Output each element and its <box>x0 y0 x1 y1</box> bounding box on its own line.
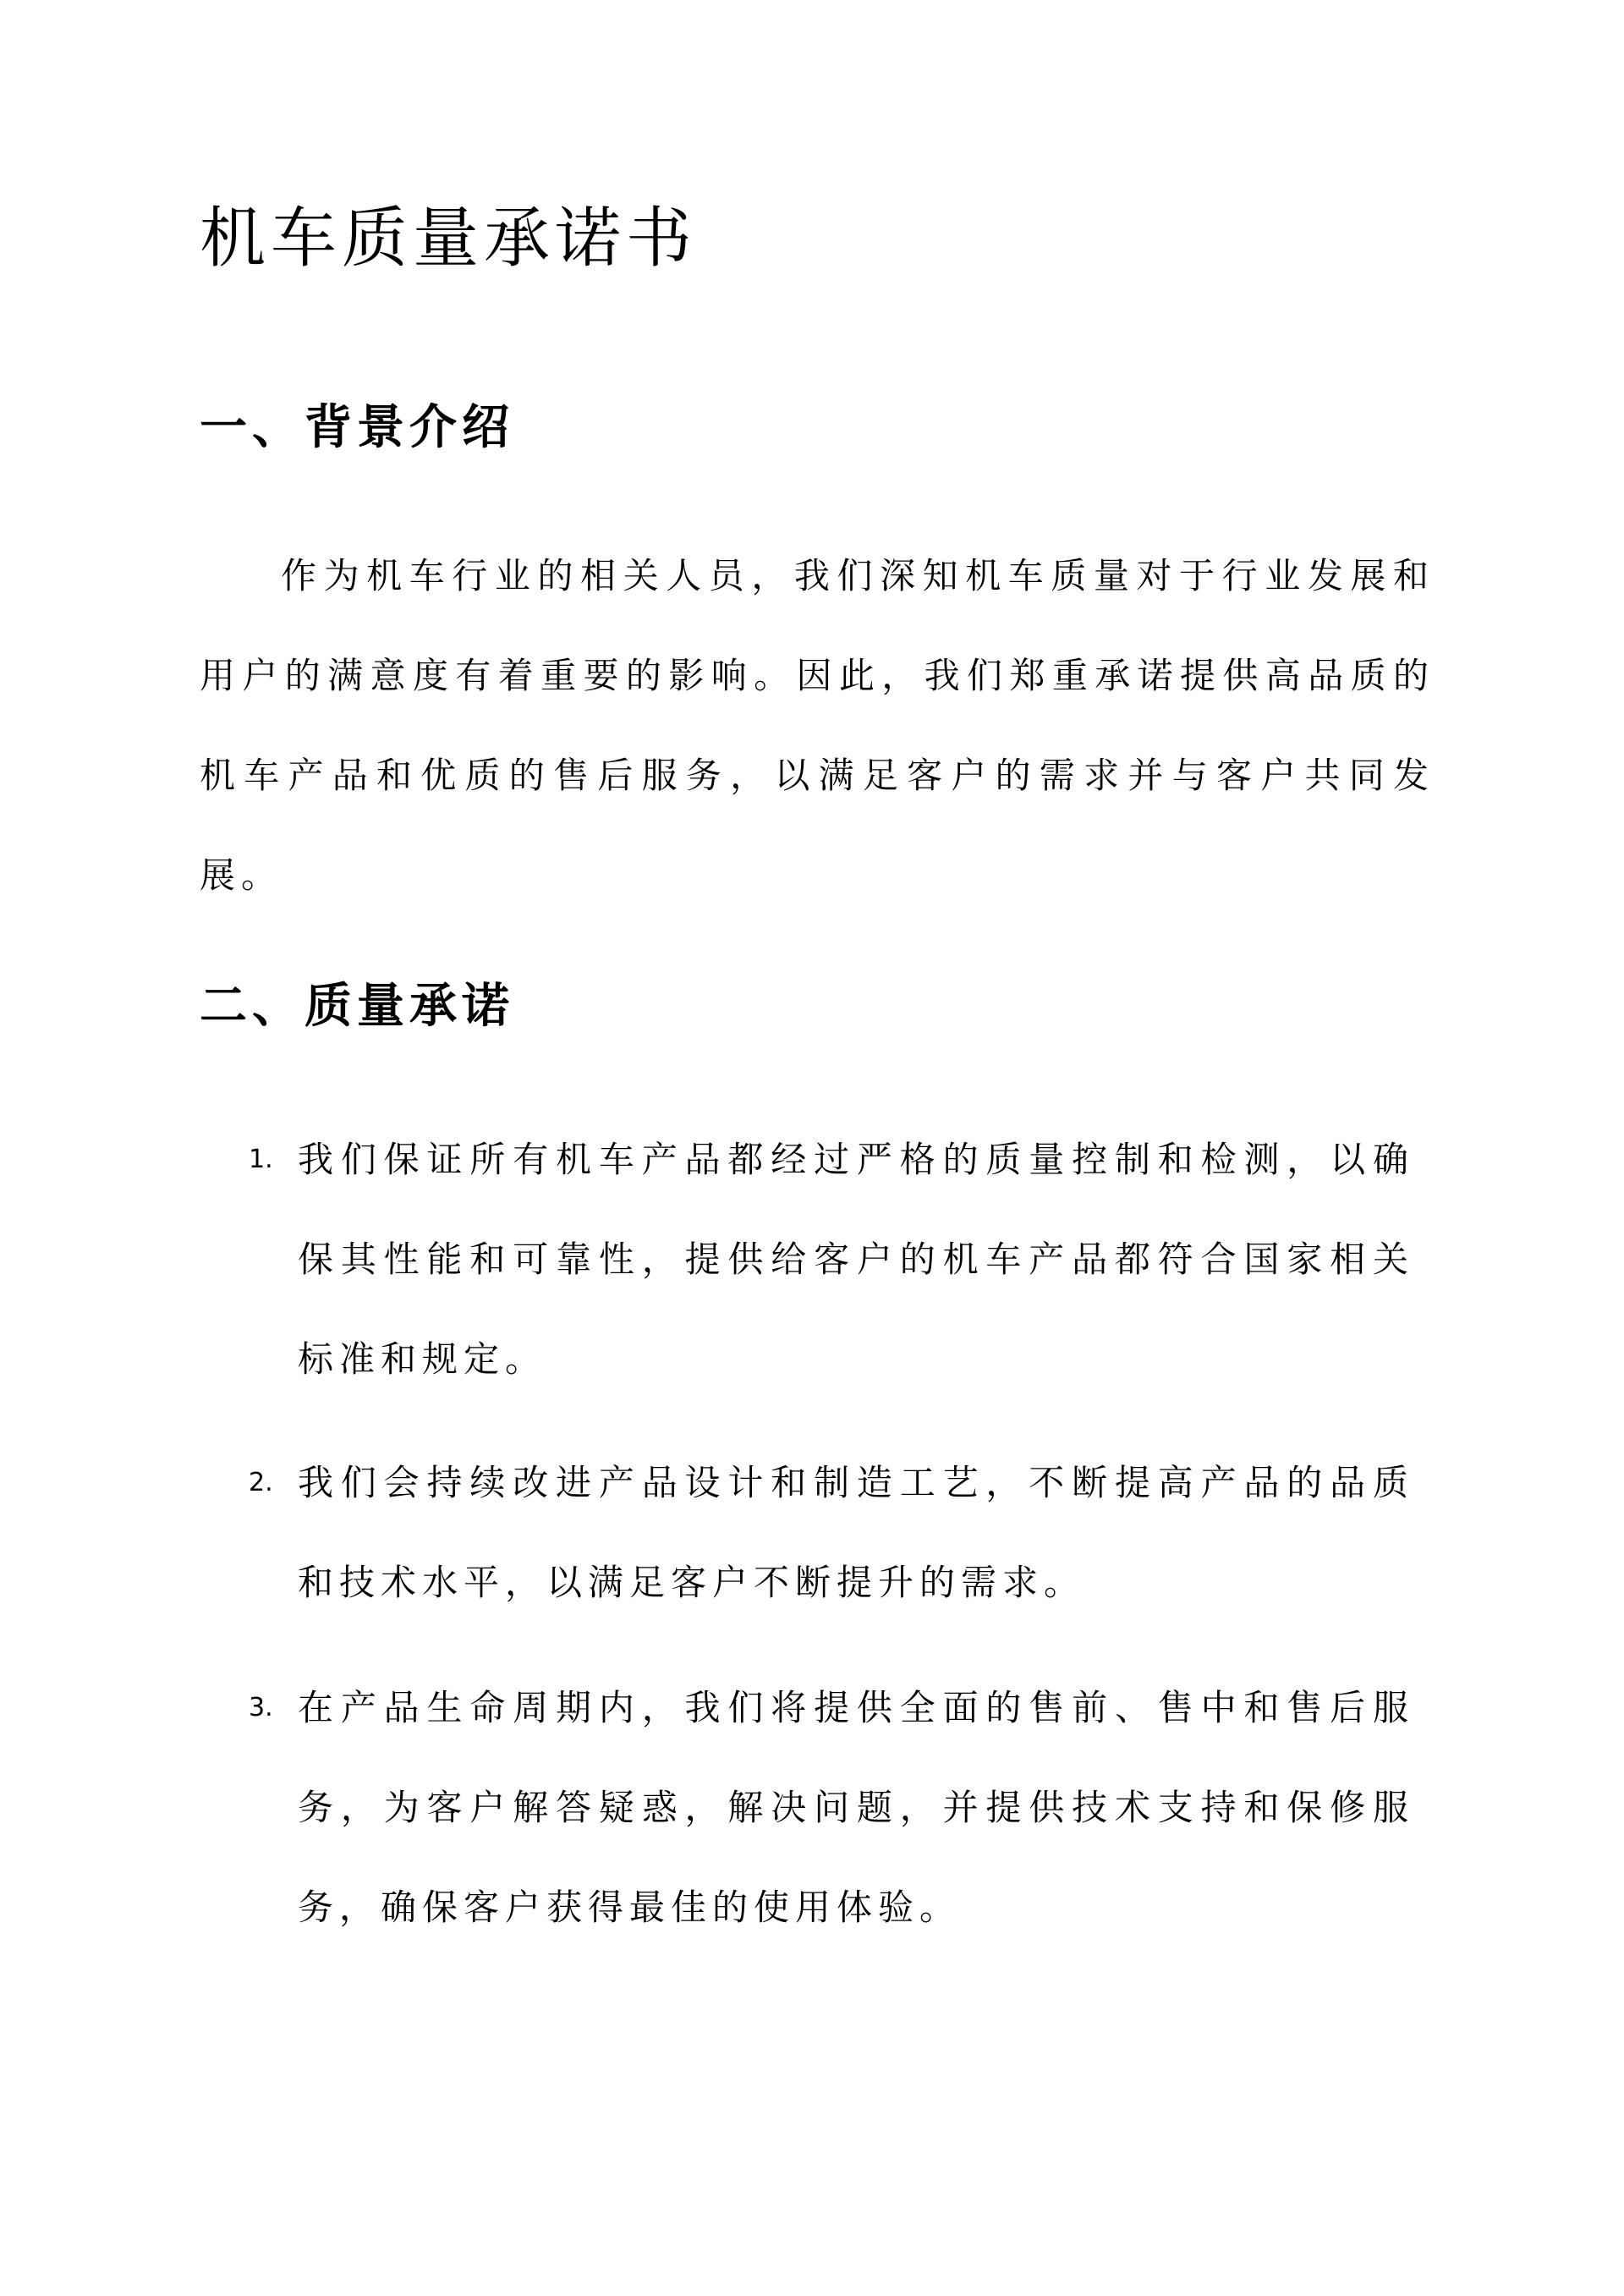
list-item-number: 2. <box>249 1468 273 1497</box>
section-heading-background: 一、背景介绍 <box>200 400 514 455</box>
list-item-number: 1. <box>249 1145 273 1174</box>
section-heading-quality-promise: 二、质量承诺 <box>200 979 514 1034</box>
document-title: 机车质量承诺书 <box>200 200 698 277</box>
background-paragraph: 作为机车行业的相关人员，我们深知机车质量对于行业发展和用户的满意度有着重要的影响。因此，我们郑重承诺提供高品质的机车产品和优质的售后服务，以满足客户的需求并与客户共同发展。 <box>200 555 1435 896</box>
list-item-number: 3. <box>249 1693 273 1722</box>
list-item-text: 在产品生命周期内，我们将提供全面的售前、售中和售后服务，为客户解答疑惑，解决问题，并提供技术支持和保修服务，确保客户获得最佳的使用体验。 <box>298 1687 1414 1928</box>
list-item-text: 我们保证所有机车产品都经过严格的质量控制和检测，以确保其性能和可靠性，提供给客户的机车产品都符合国家相关标准和规定。 <box>298 1139 1414 1380</box>
list-item-text: 我们会持续改进产品设计和制造工艺，不断提高产品的品质和技术水平，以满足客户不断提升的需求。 <box>298 1462 1414 1603</box>
